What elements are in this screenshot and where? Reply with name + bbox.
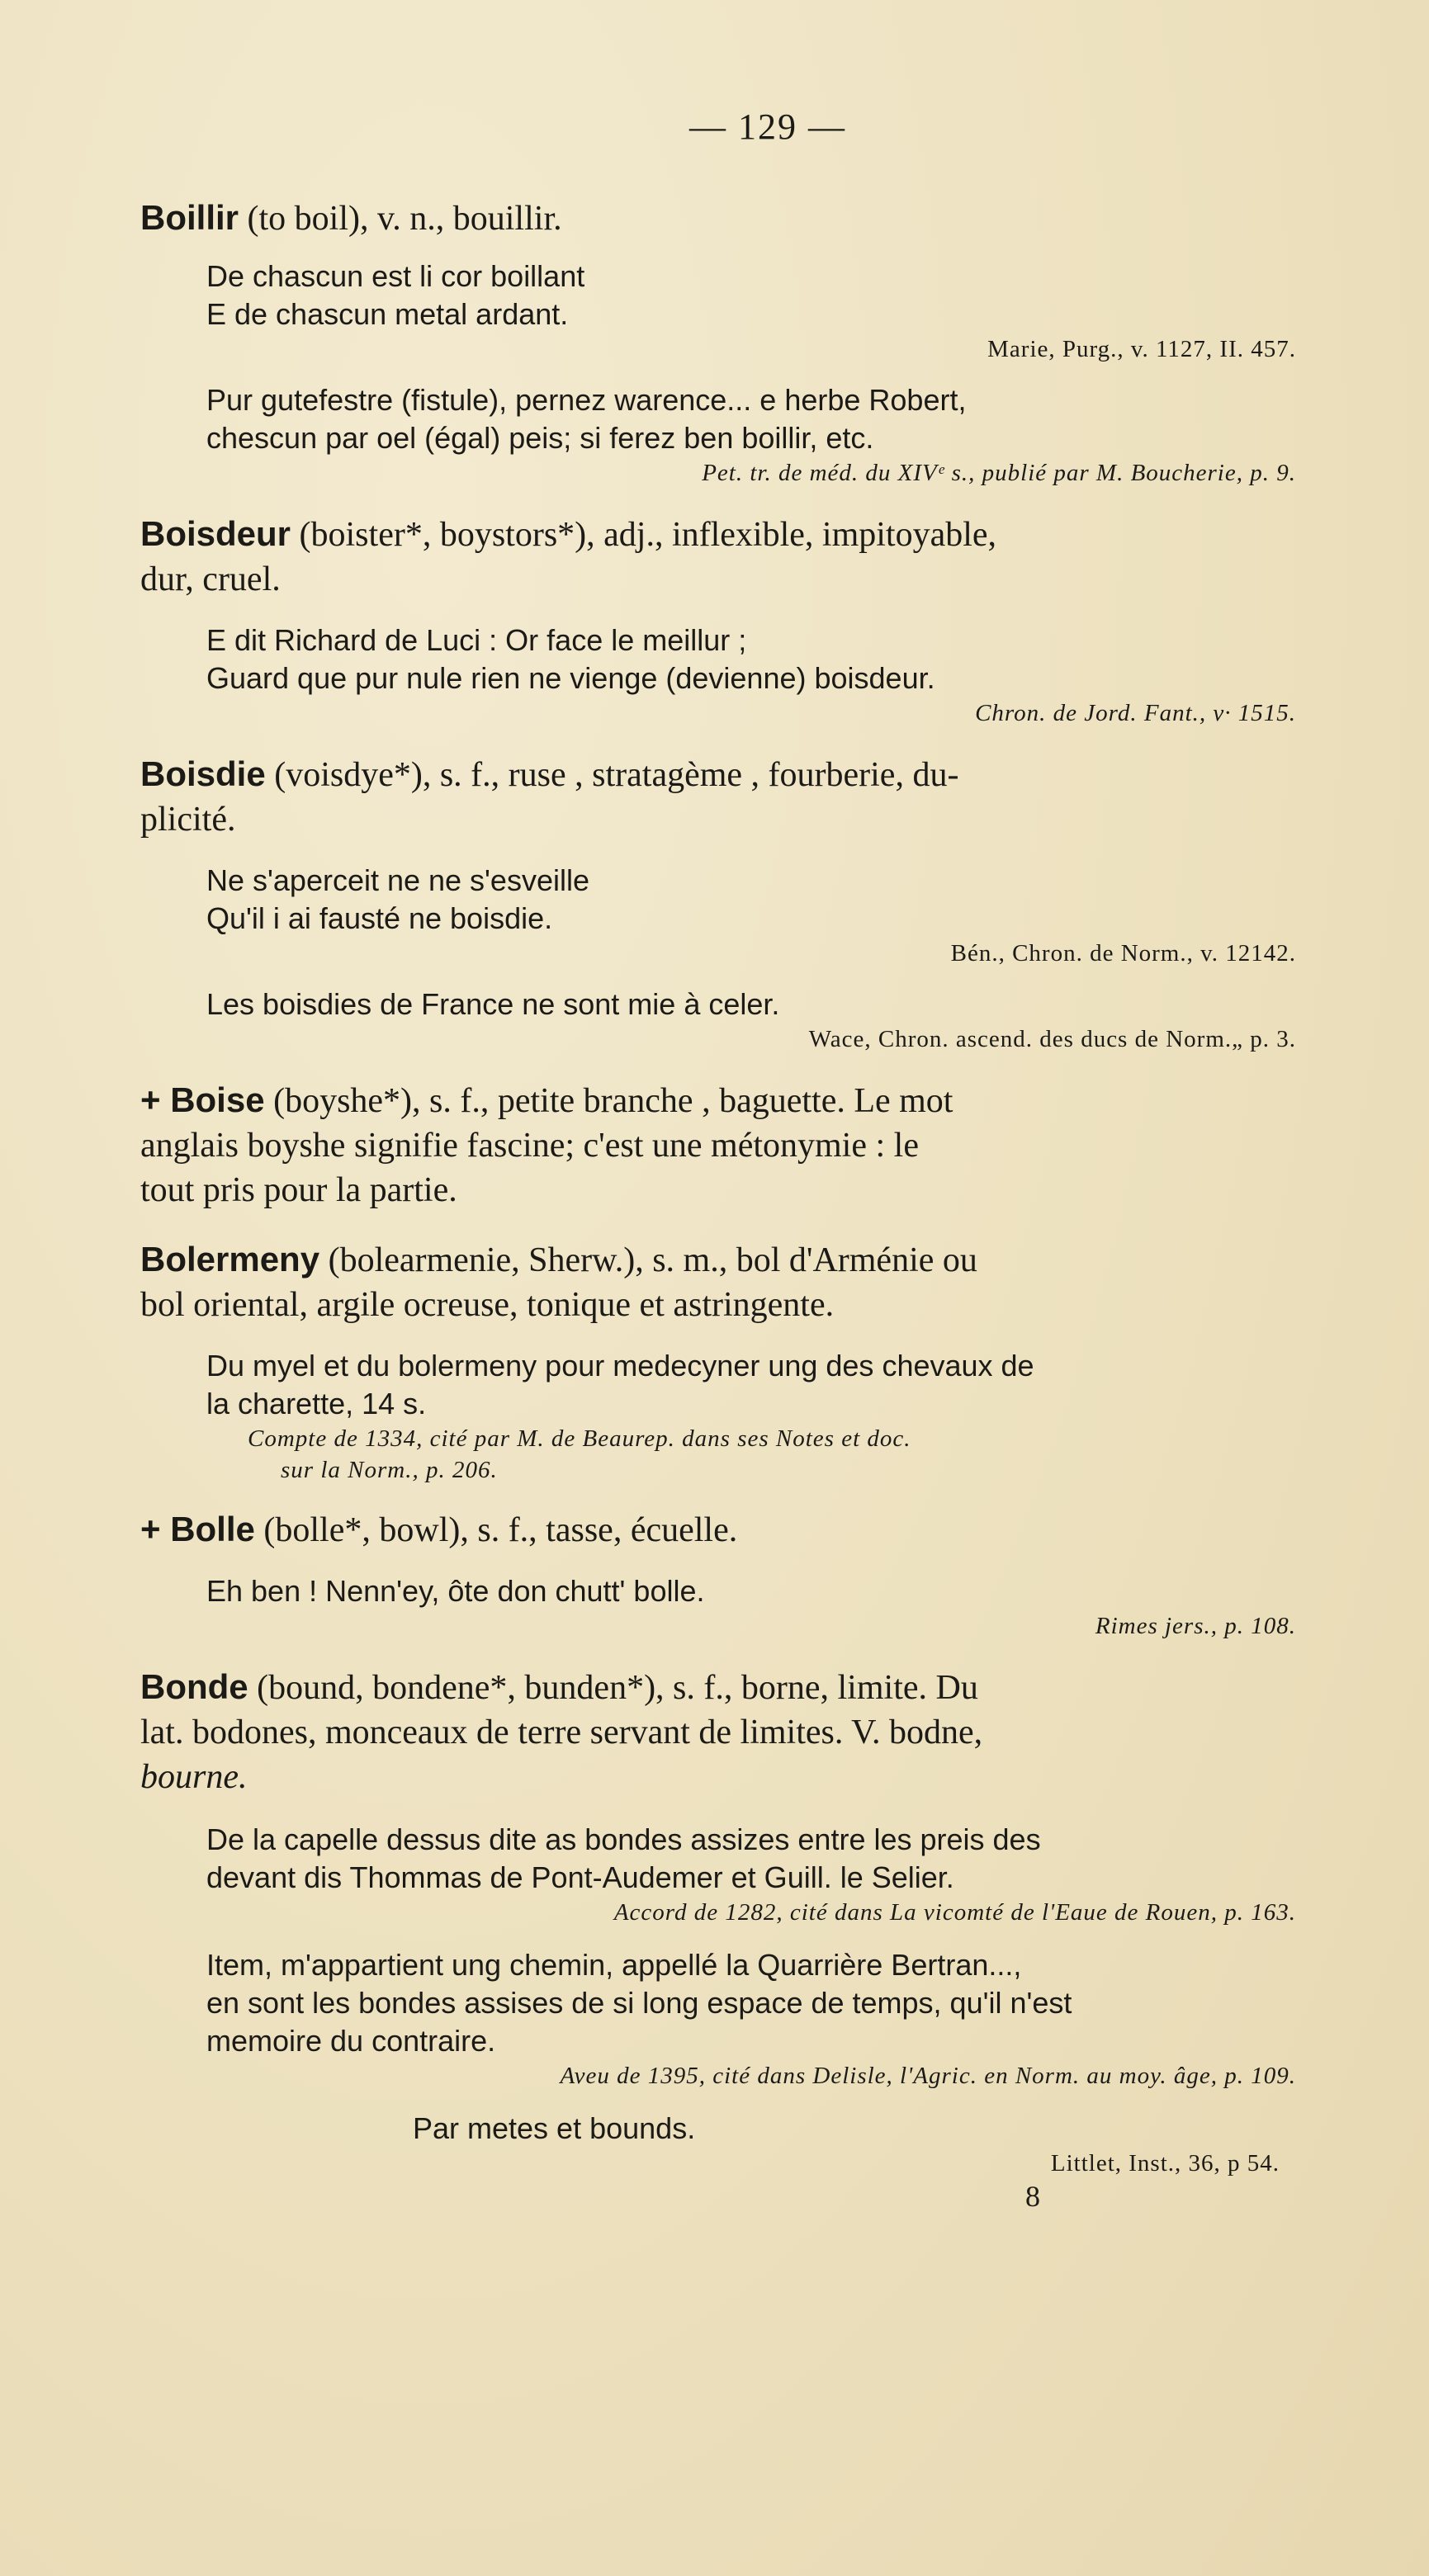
quote-line: Guard que pur nule rien ne vienge (devienne) boisdeur. <box>206 661 935 695</box>
definition: (bolle*, bowl), s. f., tasse, écuelle. <box>263 1511 738 1549</box>
citation: Aveu de 1395, cité dans Delisle, l'Agric. en Norm. au moy. âge, p. 109. <box>560 2063 1296 2089</box>
entry-bolermeny <box>140 1237 1296 1283</box>
citation: Littlet, Inst., 36, p 54. <box>1050 2150 1280 2177</box>
citation: Bén., Chron. de Norm., v. 12142. <box>950 940 1296 967</box>
quote-line: Item, m'appartient ung chemin, appellé la Quarrière Bertran..., <box>206 1948 1022 1982</box>
quote-line: Pur gutefestre (fistule), pernez warence... e herbe Robert, <box>206 383 967 417</box>
quote-line: De la capelle dessus dite as bondes assizes entre les preis des <box>206 1822 1041 1856</box>
quote-line: en sont les bondes assises de si long espace de temps, qu'il n'est <box>206 1986 1072 2020</box>
headword: Boisdeur <box>140 514 291 553</box>
quote-line: la charette, 14 s. <box>206 1387 427 1420</box>
entry-boillir <box>140 196 1296 241</box>
definition-continued: dur, cruel. <box>140 560 281 598</box>
definition: (boister*, boystors*), adj., inflexible, impitoyable, <box>299 516 997 554</box>
quote-line: De chascun est li cor boillant <box>206 259 585 293</box>
quote-line: E dit Richard de Luci : Or face le meillur ; <box>206 623 747 657</box>
quote-line: Du myel et du bolermeny pour medecyner ung des chevaux de <box>206 1349 1034 1383</box>
definition-continued: anglais boyshe signifie fascine; c'est une métonymie : le <box>140 1127 919 1165</box>
citation: Compte de 1334, cité par M. de Beaurep. dans ses Notes et doc. <box>248 1425 911 1452</box>
page-number: — 129 — <box>689 106 846 147</box>
quote-line: Par metes et bounds. <box>413 2111 696 2145</box>
entry-bolle <box>140 1507 1296 1553</box>
definition-continued: bol oriental, argile ocreuse, tonique et astringente. <box>140 1286 835 1324</box>
headword: + Boise <box>140 1080 265 1119</box>
definition-continued: bourne. <box>140 1758 248 1796</box>
citation: Rimes jers., p. 108. <box>1095 1613 1296 1639</box>
definition-continued: plicité. <box>140 801 236 839</box>
citation: Marie, Purg., v. 1127, II. 457. <box>987 336 1296 362</box>
headword: Bolermeny <box>140 1240 320 1279</box>
headword: + Bolle <box>140 1510 255 1548</box>
citation: Chron. de Jord. Fant., v· 1515. <box>975 700 1296 726</box>
definition-continued: lat. bodones, monceaux de terre servant de limites. V. bodne, <box>140 1713 983 1751</box>
quote-line: Les boisdies de France ne sont mie à celer. <box>206 987 780 1021</box>
quote-line: Qu'il i ai fausté ne boisdie. <box>206 901 553 935</box>
entry-bonde <box>140 1665 1296 1710</box>
definition: (bolearmenie, Sherw.), s. m., bol d'Arménie ou <box>328 1241 977 1279</box>
citation: Accord de 1282, cité dans La vicomté de l'Eaue de Rouen, p. 163. <box>613 1899 1296 1926</box>
definition: (voisdye*), s. f., ruse , stratagème , fourberie, du- <box>274 756 959 794</box>
entry-boisdie <box>140 752 1296 797</box>
citation: sur la Norm., p. 206. <box>281 1457 498 1483</box>
citation: Pet. tr. de méd. du XIVᵉ s., publié par M. Boucherie, p. 9. <box>702 460 1296 486</box>
citation: Wace, Chron. ascend. des ducs de Norm.„ p. 3. <box>808 1026 1296 1052</box>
quote-line: Ne s'aperceit ne ne s'esveille <box>206 863 589 897</box>
quote-line: memoire du contraire. <box>206 2024 496 2058</box>
quote-line: devant dis Thommas de Pont-Audemer et Guill. le Selier. <box>206 1860 954 1894</box>
definition-continued: tout pris pour la partie. <box>140 1171 457 1209</box>
page <box>140 106 1296 2214</box>
headword: Boisdie <box>140 754 266 793</box>
entry-boise <box>140 1078 1296 1123</box>
definition: (bound, bondene*, bunden*), s. f., borne, limite. Du <box>257 1669 978 1707</box>
signature-mark: 8 <box>1025 2180 1040 2213</box>
quote-line: chescun par oel (égal) peis; si ferez ben boillir, etc. <box>206 421 874 455</box>
quote-line: Eh ben ! Nenn'ey, ôte don chutt' bolle. <box>206 1574 705 1608</box>
quote-line: E de chascun metal ardant. <box>206 297 569 331</box>
definition: (boyshe*), s. f., petite branche , baguette. Le mot <box>273 1082 953 1120</box>
entry-boisdeur <box>140 512 1296 557</box>
definition: (to boil), v. n., bouillir. <box>247 200 562 238</box>
headword: Bonde <box>140 1667 248 1706</box>
headword: Boillir <box>140 198 239 237</box>
